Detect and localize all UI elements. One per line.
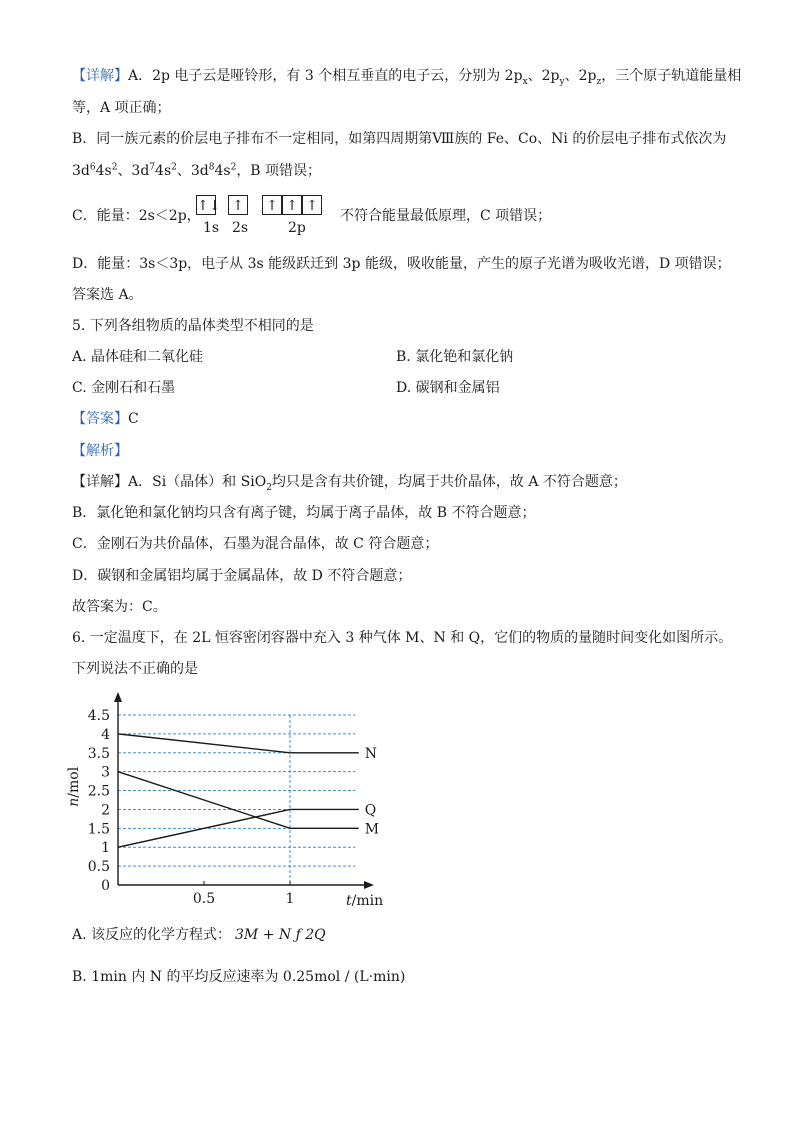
part: 3d bbox=[72, 163, 90, 179]
orbital-box-1s: ↑↓ bbox=[196, 195, 216, 215]
x-axis-label: t/min bbox=[346, 893, 384, 909]
q6-option-b bbox=[72, 967, 405, 987]
q5-answer bbox=[72, 409, 139, 429]
sep2: 、2p bbox=[564, 68, 597, 84]
q4-detail-a-line2: 等，A 项正确； bbox=[72, 100, 171, 116]
orbital-label-2s: 2s bbox=[232, 220, 249, 236]
sup: 7 bbox=[149, 162, 156, 173]
y-tick-label: 3.5 bbox=[87, 745, 110, 762]
part: 4s bbox=[155, 163, 172, 179]
sup: 6 bbox=[89, 162, 96, 173]
y-tick-label: 4 bbox=[101, 726, 110, 743]
q6-stem-line2: 下列说法不正确的是 bbox=[72, 661, 198, 677]
detail-a-pre: A．Si（晶体）和 SiO bbox=[128, 474, 267, 490]
orbital-label-1s: 1s bbox=[203, 220, 220, 236]
series-line-N bbox=[118, 734, 359, 753]
q4-detail-d: D．能量：3s＜3p，电子从 3s 能级跃迁到 3p 能级，吸收能量，产生的原子光谱为吸收光谱，D 项错误； bbox=[72, 256, 731, 272]
q4-detail-c-suffix: 不符合能量最低原理，C 项错误； bbox=[340, 208, 552, 224]
sub-z: z bbox=[596, 76, 602, 87]
option-a-equation: 3M + N ƒ 2Q bbox=[235, 927, 326, 943]
x-tick-label: 0.5 bbox=[192, 891, 216, 907]
q4-answer: 答案选 A。 bbox=[72, 287, 143, 303]
orbital-box-2s: ↑ bbox=[228, 195, 248, 215]
q5-final: 故答案为：C。 bbox=[72, 599, 167, 615]
option-b-equation: 0.25mol / (L·min) bbox=[282, 969, 406, 985]
part: 、3d bbox=[176, 163, 209, 179]
sep1: 、2p bbox=[527, 68, 560, 84]
detail-tag: 【详解】 bbox=[72, 474, 128, 490]
detail-a-text: A．2p 电子云是哑铃形，有 3 个相互垂直的电子云，分别为 2p bbox=[128, 68, 523, 84]
q5-analysis-tag: 【解析】 bbox=[72, 443, 128, 459]
sub-y: y bbox=[559, 76, 565, 87]
q6-stem-line1: 6. 一定温度下，在 2L 恒容密闭容器中充入 3 种气体 M、N 和 Q，它们的物质的量随时间变化如图所示。 bbox=[72, 630, 733, 646]
option-a-text: A. 该反应的化学方程式： bbox=[72, 927, 232, 943]
sup: 8 bbox=[208, 162, 215, 173]
orbital-box-2p-2: ↑ bbox=[282, 195, 302, 215]
q6-option-a bbox=[72, 925, 326, 945]
sup: 2 bbox=[111, 162, 118, 173]
part: 4s bbox=[95, 163, 112, 179]
y-tick-label: 2 bbox=[101, 802, 110, 819]
answer-value: C bbox=[128, 411, 139, 427]
answer-tag: 【答案】 bbox=[72, 411, 128, 427]
detail-a-text-post: ，三个原子轨道能量相 bbox=[601, 68, 742, 84]
q5-stem: 5. 下列各组物质的晶体类型不相同的是 bbox=[72, 318, 314, 334]
q5-option-c: C. 金刚石和石墨 bbox=[72, 380, 176, 396]
q4-detail-a-line1 bbox=[72, 66, 741, 86]
sup: 2 bbox=[171, 162, 177, 173]
y-tick-label: 0 bbox=[101, 878, 110, 894]
sup: 2 bbox=[230, 162, 237, 173]
q4-detail-b-line2 bbox=[72, 161, 321, 181]
y-tick-label: 1.5 bbox=[87, 821, 110, 838]
y-tick-label: 1 bbox=[101, 840, 110, 857]
q4-detail-b-line1: B．同一族元素的价层电子排布不一定相同，如第四周期第Ⅷ族的 Fe、Co、Ni 的价层电子排布式依次为 bbox=[72, 131, 727, 147]
orbital-box-2p-3: ↑ bbox=[302, 195, 322, 215]
y-tick-label: 0.5 bbox=[87, 859, 110, 876]
x-axis-arrow bbox=[364, 881, 374, 889]
option-b-text: B. 1min 内 N 的平均反应速率为 bbox=[72, 969, 283, 985]
y-tick-label: 4.5 bbox=[87, 708, 110, 724]
x-tick-label: 1 bbox=[285, 891, 295, 907]
chart-grid bbox=[118, 715, 355, 885]
series-line-M bbox=[118, 772, 359, 829]
detail-tag: 【详解】 bbox=[72, 68, 128, 84]
series-label-N: N bbox=[364, 745, 378, 762]
series-label-M: M bbox=[364, 821, 380, 838]
q5-option-a: A. 晶体硅和二氧化硅 bbox=[72, 349, 204, 365]
mol-time-chart bbox=[60, 690, 390, 910]
q5-detail-d: D．碳钢和金属铝均属于金属晶体，故 D 不符合题意； bbox=[72, 568, 412, 584]
part: 4s bbox=[214, 163, 231, 179]
q5-detail-c: C．金刚石为共价晶体，石墨为混合晶体，故 C 符合题意； bbox=[72, 536, 439, 552]
part: ，B 项错误； bbox=[236, 163, 322, 179]
series-label-Q: Q bbox=[364, 802, 377, 819]
q5-option-b: B. 氯化铯和氯化钠 bbox=[396, 349, 514, 365]
y-axis-label: n/mol bbox=[66, 766, 82, 807]
chart-ticks bbox=[88, 708, 295, 907]
q5-detail-a bbox=[72, 472, 627, 492]
q4-detail-c-prefix: C．能量：2s＜2p， bbox=[72, 208, 201, 224]
detail-a-post: 均只是含有共价键，均属于共价晶体，故 A 不符合题意； bbox=[271, 474, 627, 490]
q5-option-d: D. 碳钢和金属铝 bbox=[396, 380, 500, 396]
y-axis-arrow bbox=[114, 692, 122, 702]
y-tick-label: 3 bbox=[101, 764, 110, 781]
q5-detail-b: B．氯化铯和氯化钠均只含有离子键，均属于离子晶体，故 B 不符合题意； bbox=[72, 505, 536, 521]
y-tick-label: 2.5 bbox=[87, 783, 110, 800]
part: 、3d bbox=[117, 163, 150, 179]
orbital-label-2p: 2p bbox=[288, 220, 306, 236]
sub-x: x bbox=[522, 76, 528, 87]
orbital-box-2p-1: ↑ bbox=[262, 195, 282, 215]
sub-2: 2 bbox=[266, 482, 272, 493]
